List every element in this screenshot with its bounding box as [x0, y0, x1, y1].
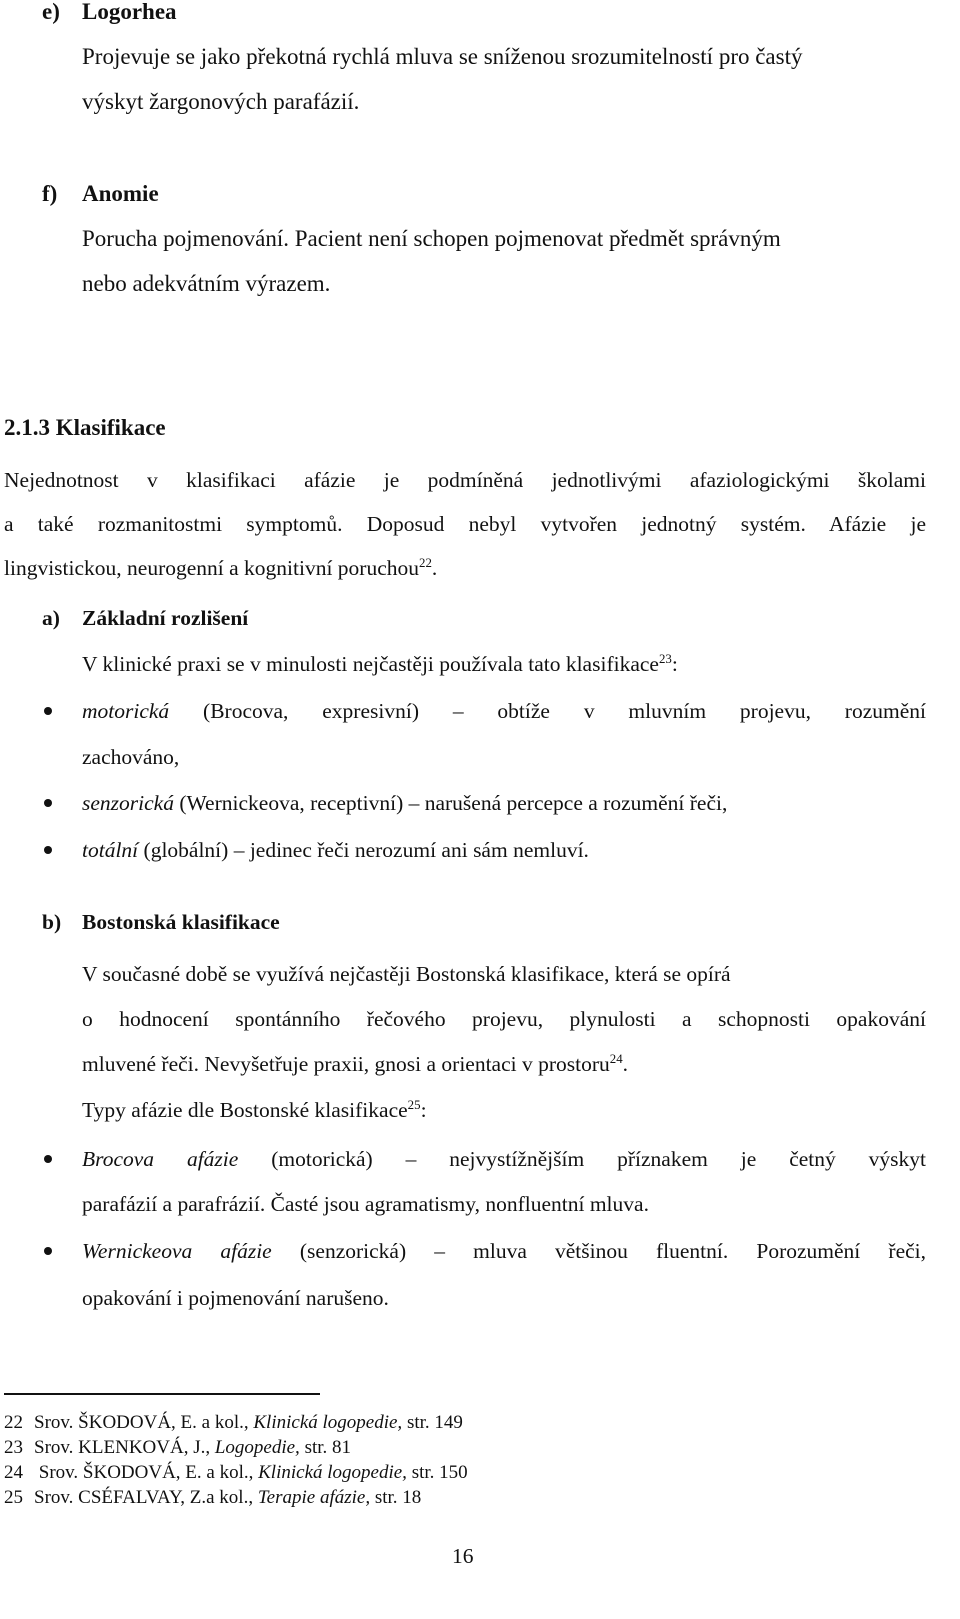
list-item-motoricka-cont: zachováno, — [82, 745, 180, 769]
footnote-24: 24 Srov. ŠKODOVÁ, E. a kol., Klinická logopedie, str. 150 — [4, 1462, 468, 1483]
footnote-ref-23: 23 — [658, 651, 672, 666]
bullet-icon — [44, 1247, 52, 1255]
section-b-line1: V současné době se využívá nejčastěji Bostonská klasifikace, která se opírá — [82, 962, 731, 986]
section-b-line3: mluvené řeči. Nevyšetřuje praxii, gnosi a orientaci v prostoru$^{24}$. — [82, 1051, 629, 1076]
page-number: 16 — [452, 1544, 474, 1568]
footnote-25: 25 Srov. CSÉFALVAY, Z.a kol., Terapie afázie, str. 18 — [4, 1487, 422, 1508]
list-item-motoricka: motorická (Brocova, expresivní) – obtíže v mluvním projevu, rozumění — [82, 699, 927, 723]
section-a-marker: a) — [42, 606, 60, 630]
intro-line3: lingvistickou, neurogenní a kognitivní poruchou$^{22}$. — [4, 555, 438, 580]
intro-line2: a také rozmanitostmi symptomů. Doposud nebyl vytvořen jednotný systém. Afázie je — [4, 512, 926, 536]
section-f-line1: Porucha pojmenování. Pacient není schopen pojmenovat předmět správným — [82, 226, 781, 251]
footnote-ref-22: 22 — [419, 555, 432, 570]
section-e-marker: e) — [42, 0, 60, 24]
section-e-title: Logorhea — [82, 0, 177, 24]
section-b-line2: o hodnocení spontánního řečového projevu, plynulosti a schopnosti opakování — [82, 1007, 926, 1031]
section-b-title: Bostonská klasifikace — [82, 910, 280, 934]
section-b-lead: Typy afázie dle Bostonské klasifikace$^{25}$: — [82, 1097, 427, 1122]
section-a-title: Základní rozlišení — [82, 606, 249, 630]
footnote-23: 23 Srov. KLENKOVÁ, J., Logopedie, str. 81 — [4, 1437, 352, 1458]
section-heading: 2.1.3 Klasifikace — [4, 415, 166, 440]
footnote-ref-25: 25 — [407, 1097, 421, 1112]
bullet-icon — [44, 799, 52, 807]
list-item-brocova-cont: parafázií a parafrázií. Časté jsou agramatismy, nonfluentní mluva. — [82, 1192, 649, 1216]
section-a-lead: V klinické praxi se v minulosti nejčastěji používala tato klasifikace$^{23}$: — [82, 651, 678, 676]
footnote-22: 22 Srov. ŠKODOVÁ, E. a kol., Klinická logopedie, str. 149 — [4, 1412, 463, 1433]
section-e-line2: výskyt žargonových parafázií. — [82, 89, 360, 114]
list-item-wernickeova: Wernickeova afázie (senzorická) – mluva většinou fluentní. Porozumění řeči, — [82, 1239, 926, 1263]
section-f-marker: f) — [42, 181, 58, 206]
section-e-line1: Projevuje se jako překotná rychlá mluva se sníženou srozumitelností pro častý — [82, 44, 803, 69]
footnote-separator — [4, 1393, 320, 1395]
bullet-icon — [44, 1155, 52, 1163]
section-f-line2: nebo adekvátním výrazem. — [82, 271, 331, 296]
section-b-marker: b) — [42, 910, 62, 934]
list-item-wernickeova-cont: opakování i pojmenování narušeno. — [82, 1286, 389, 1310]
list-item-totalni: totální (globální) – jedinec řeči nerozumí ani sám nemluví. — [82, 838, 589, 862]
section-f-title: Anomie — [82, 181, 159, 206]
intro-line1: Nejednotnost v klasifikaci afázie je podmíněná jednotlivými afaziologickými školami — [4, 468, 926, 492]
footnote-ref-24: 24 — [609, 1051, 623, 1066]
list-item-brocova: Brocova afázie (motorická) – nejvystížnějším příznakem je četný výskyt — [82, 1147, 926, 1171]
bullet-icon — [44, 846, 52, 854]
list-item-senzoricka: senzorická (Wernickeova, receptivní) – narušená percepce a rozumění řeči, — [82, 791, 728, 815]
bullet-icon — [44, 707, 52, 715]
